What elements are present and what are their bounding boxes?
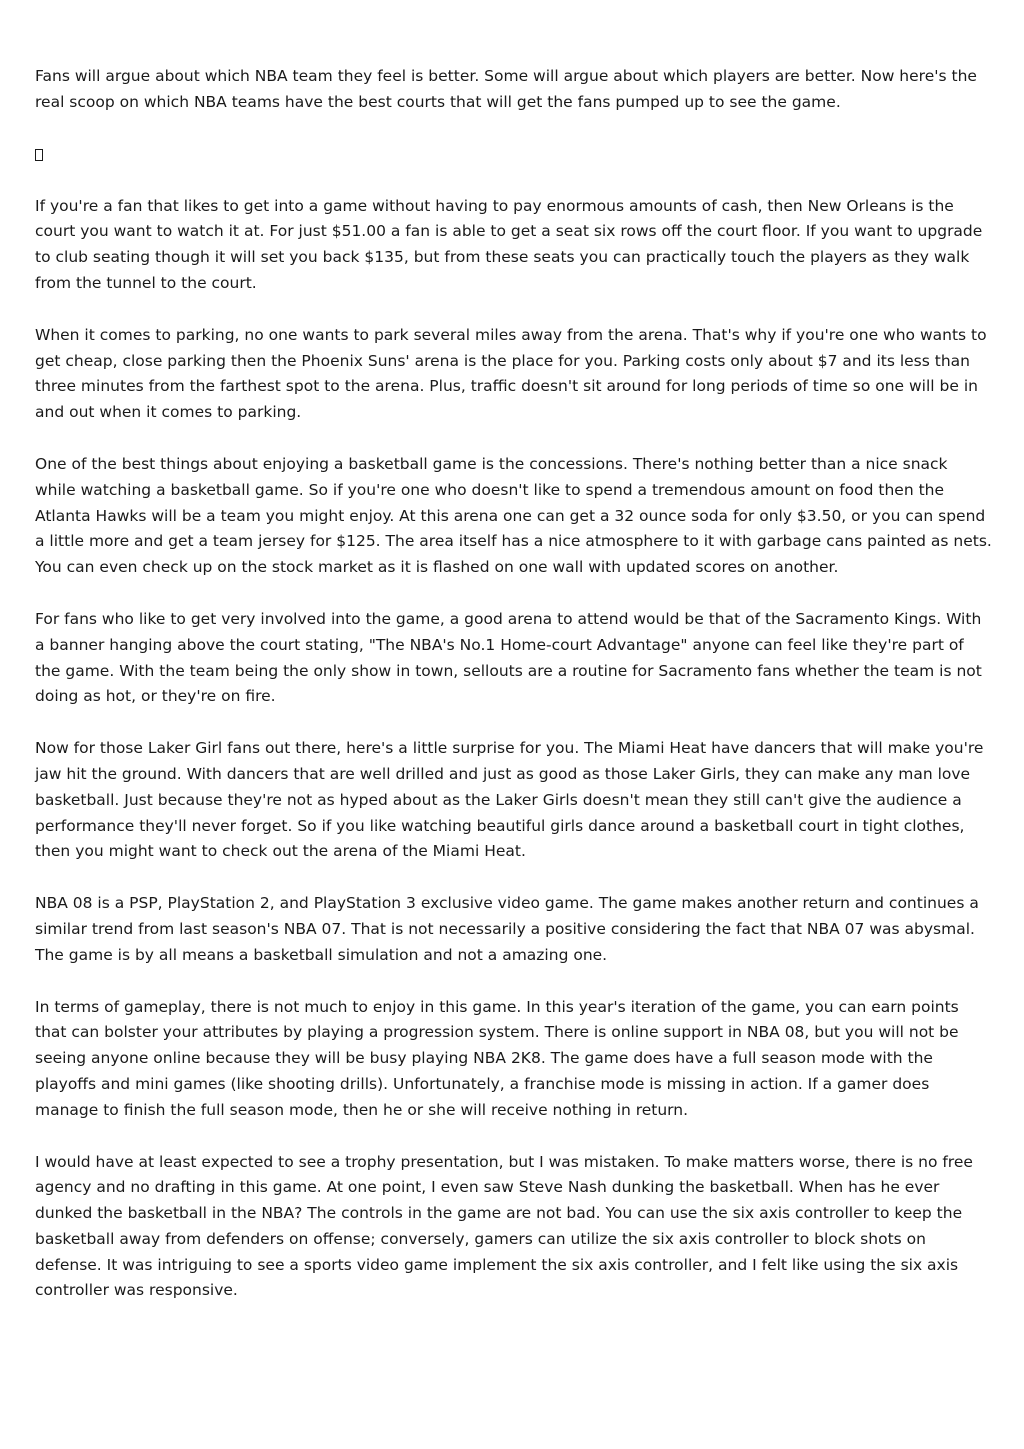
paragraph-phoenix-parking: When it comes to parking, no one wants to park several miles away from the arena. That's why if you're one who wants to get cheap, close parking then the Phoenix Suns' arena is the place for you. Parking costs only about $7 and its less than three minutes from the farthest spot to the arena. Plus, traffic doesn't sit around for long periods of time so one will be in and out when it comes to parking.: [35, 325, 987, 422]
paragraph-intro: Fans will argue about which NBA team they feel is better. Some will argue about which players are better. Now here's the real scoop on which NBA teams have the best courts that will get the fans pumped up to see the game.: [35, 67, 977, 111]
paragraph-atlanta-concessions: One of the best things about enjoying a basketball game is the concessions. There's nothing better than a nice snack while watching a basketball game. So if you're one who doesn't like to spend a tremendous amount on food then the Atlanta Hawks will be a team you might enjoy. At this arena one can get a 32 ounce soda for only $3.50, or you can spend a little more and get a team jersey for $125. The area itself has a nice atmosphere to it with garbage cans painted as nets. You can even check up on the stock market as it is flashed on one wall with updated scores on another.: [35, 454, 992, 577]
missing-glyph-box-icon: [35, 149, 43, 161]
paragraph-nba08-intro: NBA 08 is a PSP, PlayStation 2, and PlayStation 3 exclusive video game. The game makes another return and continues a similar trend from last season's NBA 07. That is not necessarily a positive considering the fact that NBA 07 was abysmal. The game is by all means a basketball simulation and not a amazing one.: [35, 894, 979, 964]
paragraph-gameplay: In terms of gameplay, there is not much to enjoy in this game. In this year's iteration of the game, you can earn points that can bolster your attributes by playing a progression system. There is online support in NBA 08, but you will not be seeing anyone online because they will be busy playing NBA 2K8. The game does have a full season mode with the playoffs and mini games (like shooting drills). Unfortunately, a franchise mode is missing in action. If a gamer does manage to finish the full season mode, then he or she will receive nothing in return.: [35, 997, 959, 1119]
paragraph-miami-heat: Now for those Laker Girl fans out there, here's a little surprise for you. The Miami Heat have dancers that will make you're jaw hit the ground. With dancers that are well drilled and just as good as those Laker Girls, they can make any man love basketball. Just because they're not as hyped about as the Laker Girls doesn't mean they still can't give the audience a performance they'll never forget. So if you like watching beautiful girls dance around a basketball court in tight clothes, then you might want to check out the arena of the Miami Heat.: [35, 739, 984, 861]
paragraph-sacramento: For fans who like to get very involved into the game, a good arena to attend would be that of the Sacramento Kings. With a banner hanging above the court stating, "The NBA's No.1 Home-court Advantage" anyone can feel like they're part of the game. With the team being the only show in town, sellouts are a routine for Sacramento fans whether the team is not doing as hot, or they're on fire.: [35, 609, 982, 706]
paragraph-controls: I would have at least expected to see a trophy presentation, but I was mistaken. To make matters worse, there is no free agency and no drafting in this game. At one point, I even saw Steve Nash dunking the basketball. When has he ever dunked the basketball in the NBA? The controls in the game are not bad. You can use the six axis controller to keep the basketball away from defenders on offense; conversely, gamers can utilize the six axis controller to block shots on defense. It was intriguing to see a sports video game implement the six axis controller, and I felt like using the six axis controller was responsive.: [35, 1152, 973, 1300]
document-body: [35, 64, 993, 1330]
missing-glyph-line: [35, 142, 993, 168]
paragraph-new-orleans: If you're a fan that likes to get into a game without having to pay enormous amounts of cash, then New Orleans is the court you want to watch it at. For just $51.00 a fan is able to get a seat six rows off the court floor. If you want to upgrade to club seating though it will set you back $135, but from these seats you can practically touch the players as they walk from the tunnel to the court.: [35, 196, 983, 292]
